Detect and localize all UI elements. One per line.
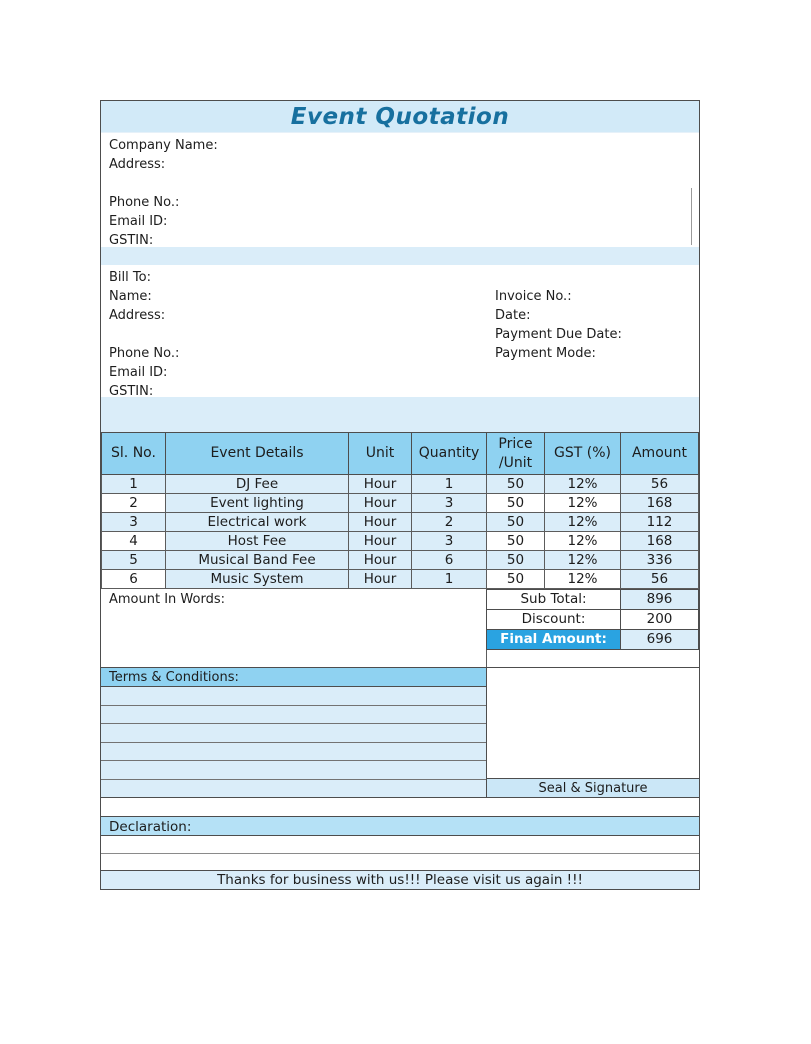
table-row: [102, 570, 699, 589]
items-table: [101, 432, 699, 589]
table-cell: 168: [621, 532, 699, 551]
declaration-label: Declaration:: [101, 816, 699, 836]
header-gst: GST (%): [545, 433, 621, 475]
terms-empty-row: [101, 780, 486, 798]
discount-value: 200: [621, 610, 699, 630]
table-cell: 2: [102, 494, 166, 513]
terms-empty-row: [101, 724, 486, 743]
payment-due-date-label: Payment Due Date:: [495, 327, 622, 342]
bill-to-address-label: Address:: [109, 308, 166, 323]
table-cell: 1: [412, 475, 487, 494]
table-cell: 56: [621, 475, 699, 494]
table-cell: Host Fee: [166, 532, 349, 551]
terms-section: [101, 668, 487, 797]
bill-to-phone-label: Phone No.:: [109, 346, 180, 361]
table-cell: Hour: [349, 570, 412, 589]
blank-line: [109, 174, 699, 193]
subtotal-value: 896: [621, 590, 699, 610]
title-bar: [101, 101, 699, 133]
terms-conditions-label: Terms & Conditions:: [101, 668, 486, 687]
table-cell: Hour: [349, 494, 412, 513]
table-cell: 12%: [545, 494, 621, 513]
table-cell: 56: [621, 570, 699, 589]
table-cell: DJ Fee: [166, 475, 349, 494]
subtotal-label: Sub Total:: [487, 590, 621, 610]
table-cell: 50: [487, 532, 545, 551]
table-cell: Event lighting: [166, 494, 349, 513]
amount-in-words-label: Amount In Words:: [109, 592, 225, 607]
header-price-unit: Price /Unit: [487, 433, 545, 475]
discount-label: Discount:: [487, 610, 621, 630]
table-cell: 336: [621, 551, 699, 570]
payment-mode-label: Payment Mode:: [495, 346, 596, 361]
table-cell: Electrical work: [166, 513, 349, 532]
discount-row: [487, 610, 699, 630]
table-cell: 1: [102, 475, 166, 494]
final-amount-row: [487, 630, 699, 650]
company-gstin-label: GSTIN:: [109, 233, 154, 248]
company-email-label: Email ID:: [109, 214, 168, 229]
table-cell: 2: [412, 513, 487, 532]
table-cell: Hour: [349, 475, 412, 494]
table-cell: 12%: [545, 475, 621, 494]
subtotal-row: [487, 590, 699, 610]
table-cell: Music System: [166, 570, 349, 589]
table-row: [102, 551, 699, 570]
header-amount: Amount: [621, 433, 699, 475]
terms-empty-row: [101, 706, 486, 725]
table-cell: 12%: [545, 570, 621, 589]
table-cell: 50: [487, 570, 545, 589]
header-quantity: Quantity: [412, 433, 487, 475]
table-cell: 12%: [545, 513, 621, 532]
bill-to-email-label: Email ID:: [109, 365, 168, 380]
terms-and-seal-region: [101, 667, 699, 797]
column-edge-line: [691, 188, 692, 245]
totals-region: [101, 589, 699, 667]
table-header-row: [102, 433, 699, 475]
table-cell: 168: [621, 494, 699, 513]
items-tbody: [102, 475, 699, 589]
quotation-document: [100, 100, 700, 890]
table-cell: 12%: [545, 551, 621, 570]
table-cell: 6: [412, 551, 487, 570]
company-info-section: [101, 133, 699, 247]
terms-empty-row: [101, 761, 486, 780]
seal-blank-area: [487, 668, 699, 778]
blank-row: [101, 797, 699, 816]
bill-to-name-label: Name:: [109, 289, 152, 304]
table-cell: 50: [487, 551, 545, 570]
final-amount-label: Final Amount:: [487, 630, 621, 650]
company-address-label: Address:: [109, 157, 166, 172]
invoice-no-label: Invoice No.:: [495, 289, 572, 304]
table-cell: 50: [487, 513, 545, 532]
table-cell: Musical Band Fee: [166, 551, 349, 570]
table-cell: 1: [412, 570, 487, 589]
bill-to-section: [101, 265, 699, 397]
table-cell: 3: [412, 494, 487, 513]
table-cell: Hour: [349, 513, 412, 532]
seal-signature-label: Seal & Signature: [487, 778, 699, 797]
company-name-label: Company Name:: [109, 138, 218, 153]
table-cell: 50: [487, 494, 545, 513]
terms-empty-row: [101, 743, 486, 762]
terms-empty-row: [101, 687, 486, 706]
table-cell: 6: [102, 570, 166, 589]
bill-to-labels: [109, 268, 179, 401]
table-cell: Hour: [349, 551, 412, 570]
table-row: [102, 475, 699, 494]
blank-row: [101, 854, 699, 870]
invoice-meta-labels: [495, 287, 622, 363]
table-cell: 3: [412, 532, 487, 551]
seal-section: [487, 668, 699, 797]
terms-rows: [101, 687, 486, 797]
company-phone-label: Phone No.:: [109, 195, 180, 210]
header-event-details: Event Details: [166, 433, 349, 475]
footer-message: Thanks for business with us!!! Please visit us again !!!: [101, 870, 699, 889]
table-cell: Hour: [349, 532, 412, 551]
table-cell: 112: [621, 513, 699, 532]
table-row: [102, 532, 699, 551]
table-cell: 12%: [545, 532, 621, 551]
table-cell: 4: [102, 532, 166, 551]
final-amount-value: 696: [621, 630, 699, 650]
table-cell: 50: [487, 475, 545, 494]
totals-table: [486, 589, 699, 650]
header-unit: Unit: [349, 433, 412, 475]
table-cell: 5: [102, 551, 166, 570]
table-row: [102, 513, 699, 532]
separator-band: [101, 397, 699, 432]
blank-line: [109, 325, 179, 344]
bill-to-label: Bill To:: [109, 270, 151, 285]
bill-to-gstin-label: GSTIN:: [109, 384, 154, 399]
table-row: [102, 494, 699, 513]
page-title: Event Quotation: [290, 103, 510, 130]
blank-row: [101, 836, 699, 854]
invoice-date-label: Date:: [495, 308, 531, 323]
header-sl-no: Sl. No.: [102, 433, 166, 475]
table-cell: 3: [102, 513, 166, 532]
